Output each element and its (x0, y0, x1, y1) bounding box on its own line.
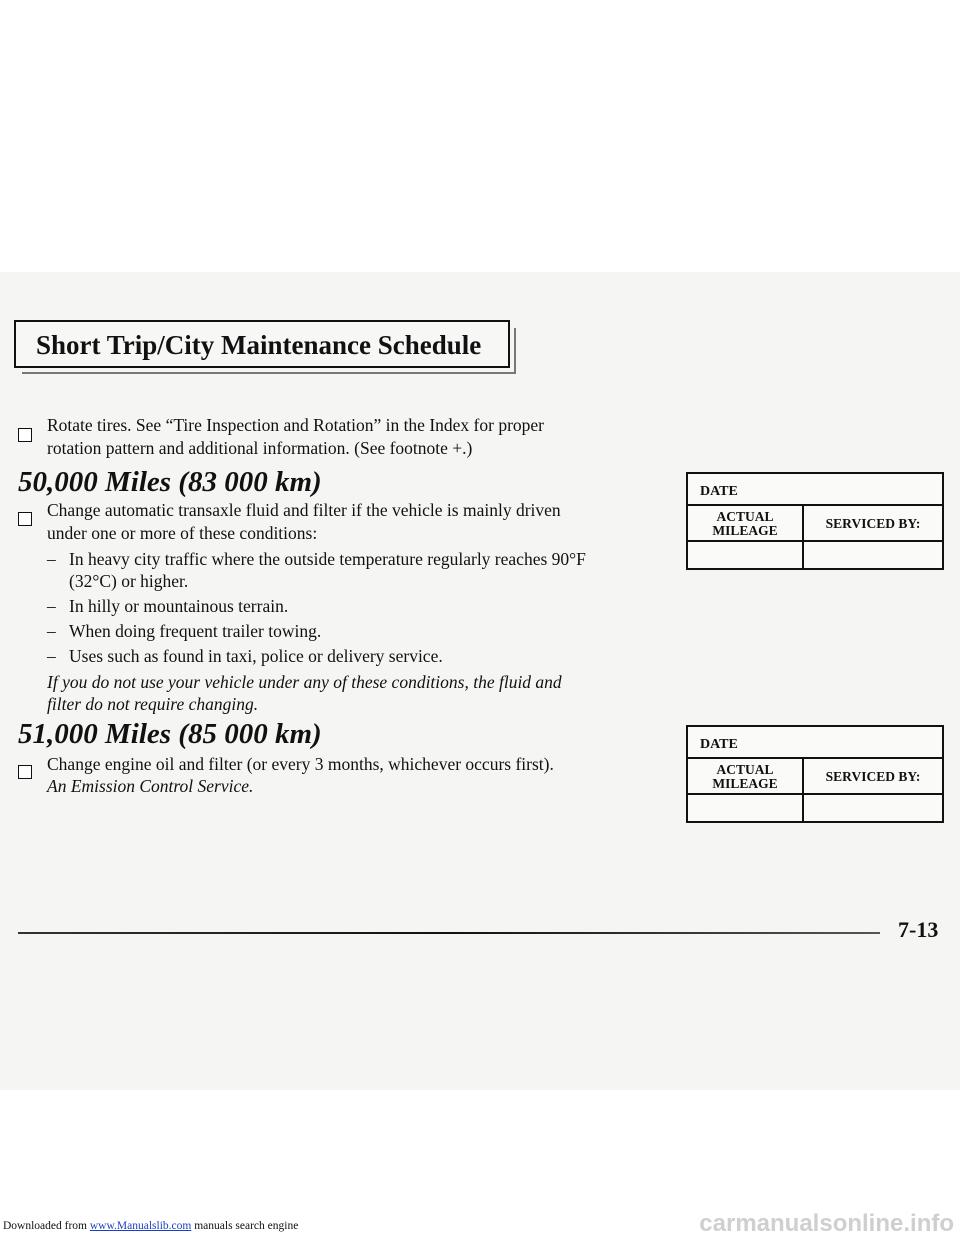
condition-dash: – (47, 621, 56, 641)
heading-51000-miles: 51,000 Miles (85 000 km) (18, 718, 322, 750)
footer-rule (18, 932, 880, 934)
service-entry-row[interactable] (688, 540, 942, 570)
page-title: Short Trip/City Maintenance Schedule (36, 330, 482, 360)
transaxle-line2: under one or more of these conditions: (47, 523, 318, 543)
actual-mileage-label: ACTUAL MILEAGE (712, 509, 778, 538)
title-box (14, 320, 510, 368)
condition-1-line2: (32°C) or higher. (69, 571, 189, 591)
rotate-tires-line2: rotation pattern and additional information. (See footnote +.) (47, 438, 473, 458)
condition-dash: – (47, 646, 56, 666)
rotate-tires-line1: Rotate tires. See “Tire Inspection and Rotation” in the Index for proper (47, 415, 544, 435)
service-record-50000 (686, 472, 944, 570)
condition-2: In hilly or mountainous terrain. (69, 596, 289, 616)
service-header-row (688, 504, 942, 542)
column-divider (802, 757, 804, 821)
condition-3: When doing frequent trailer towing. (69, 621, 322, 641)
emission-control-note: An Emission Control Service. (47, 776, 254, 796)
serviced-by-label: SERVICED BY: (825, 516, 921, 531)
service-record-51000 (686, 725, 944, 823)
serviced-by-label: SERVICED BY: (825, 769, 921, 784)
service-header-row (688, 757, 942, 795)
manualslib-link[interactable]: www.Manualslib.com (89, 1220, 192, 1232)
transaxle-line1: Change automatic transaxle fluid and filter if the vehicle is mainly driven (47, 500, 561, 520)
column-divider (802, 504, 804, 568)
condition-dash: – (47, 596, 56, 616)
date-label: DATE (700, 737, 738, 752)
rotate-tires-checkbox[interactable] (18, 428, 32, 442)
transaxle-note-line1: If you do not use your vehicle under any of these conditions, the fluid and (47, 672, 562, 692)
heading-50000-miles: 50,000 Miles (83 000 km) (18, 466, 322, 498)
transaxle-checkbox[interactable] (18, 512, 32, 526)
condition-4: Uses such as found in taxi, police or delivery service. (69, 646, 443, 666)
engine-oil-line1: Change engine oil and filter (or every 3 months, whichever occurs first). (47, 754, 554, 774)
condition-1-line1: In heavy city traffic where the outside temperature regularly reaches 90°F (69, 549, 586, 569)
actual-mileage-label: ACTUAL MILEAGE (712, 762, 778, 791)
service-entry-row[interactable] (688, 793, 942, 823)
date-label: DATE (700, 484, 738, 499)
download-footer: Downloaded from www.Manualslib.com manuals search engine (3, 1220, 299, 1232)
transaxle-note-line2: filter do not require changing. (47, 694, 259, 714)
watermark: carmanualsonline.info (699, 1210, 954, 1237)
condition-dash: – (47, 549, 56, 569)
page-number: 7-13 (898, 917, 939, 942)
engine-oil-checkbox[interactable] (18, 765, 32, 779)
